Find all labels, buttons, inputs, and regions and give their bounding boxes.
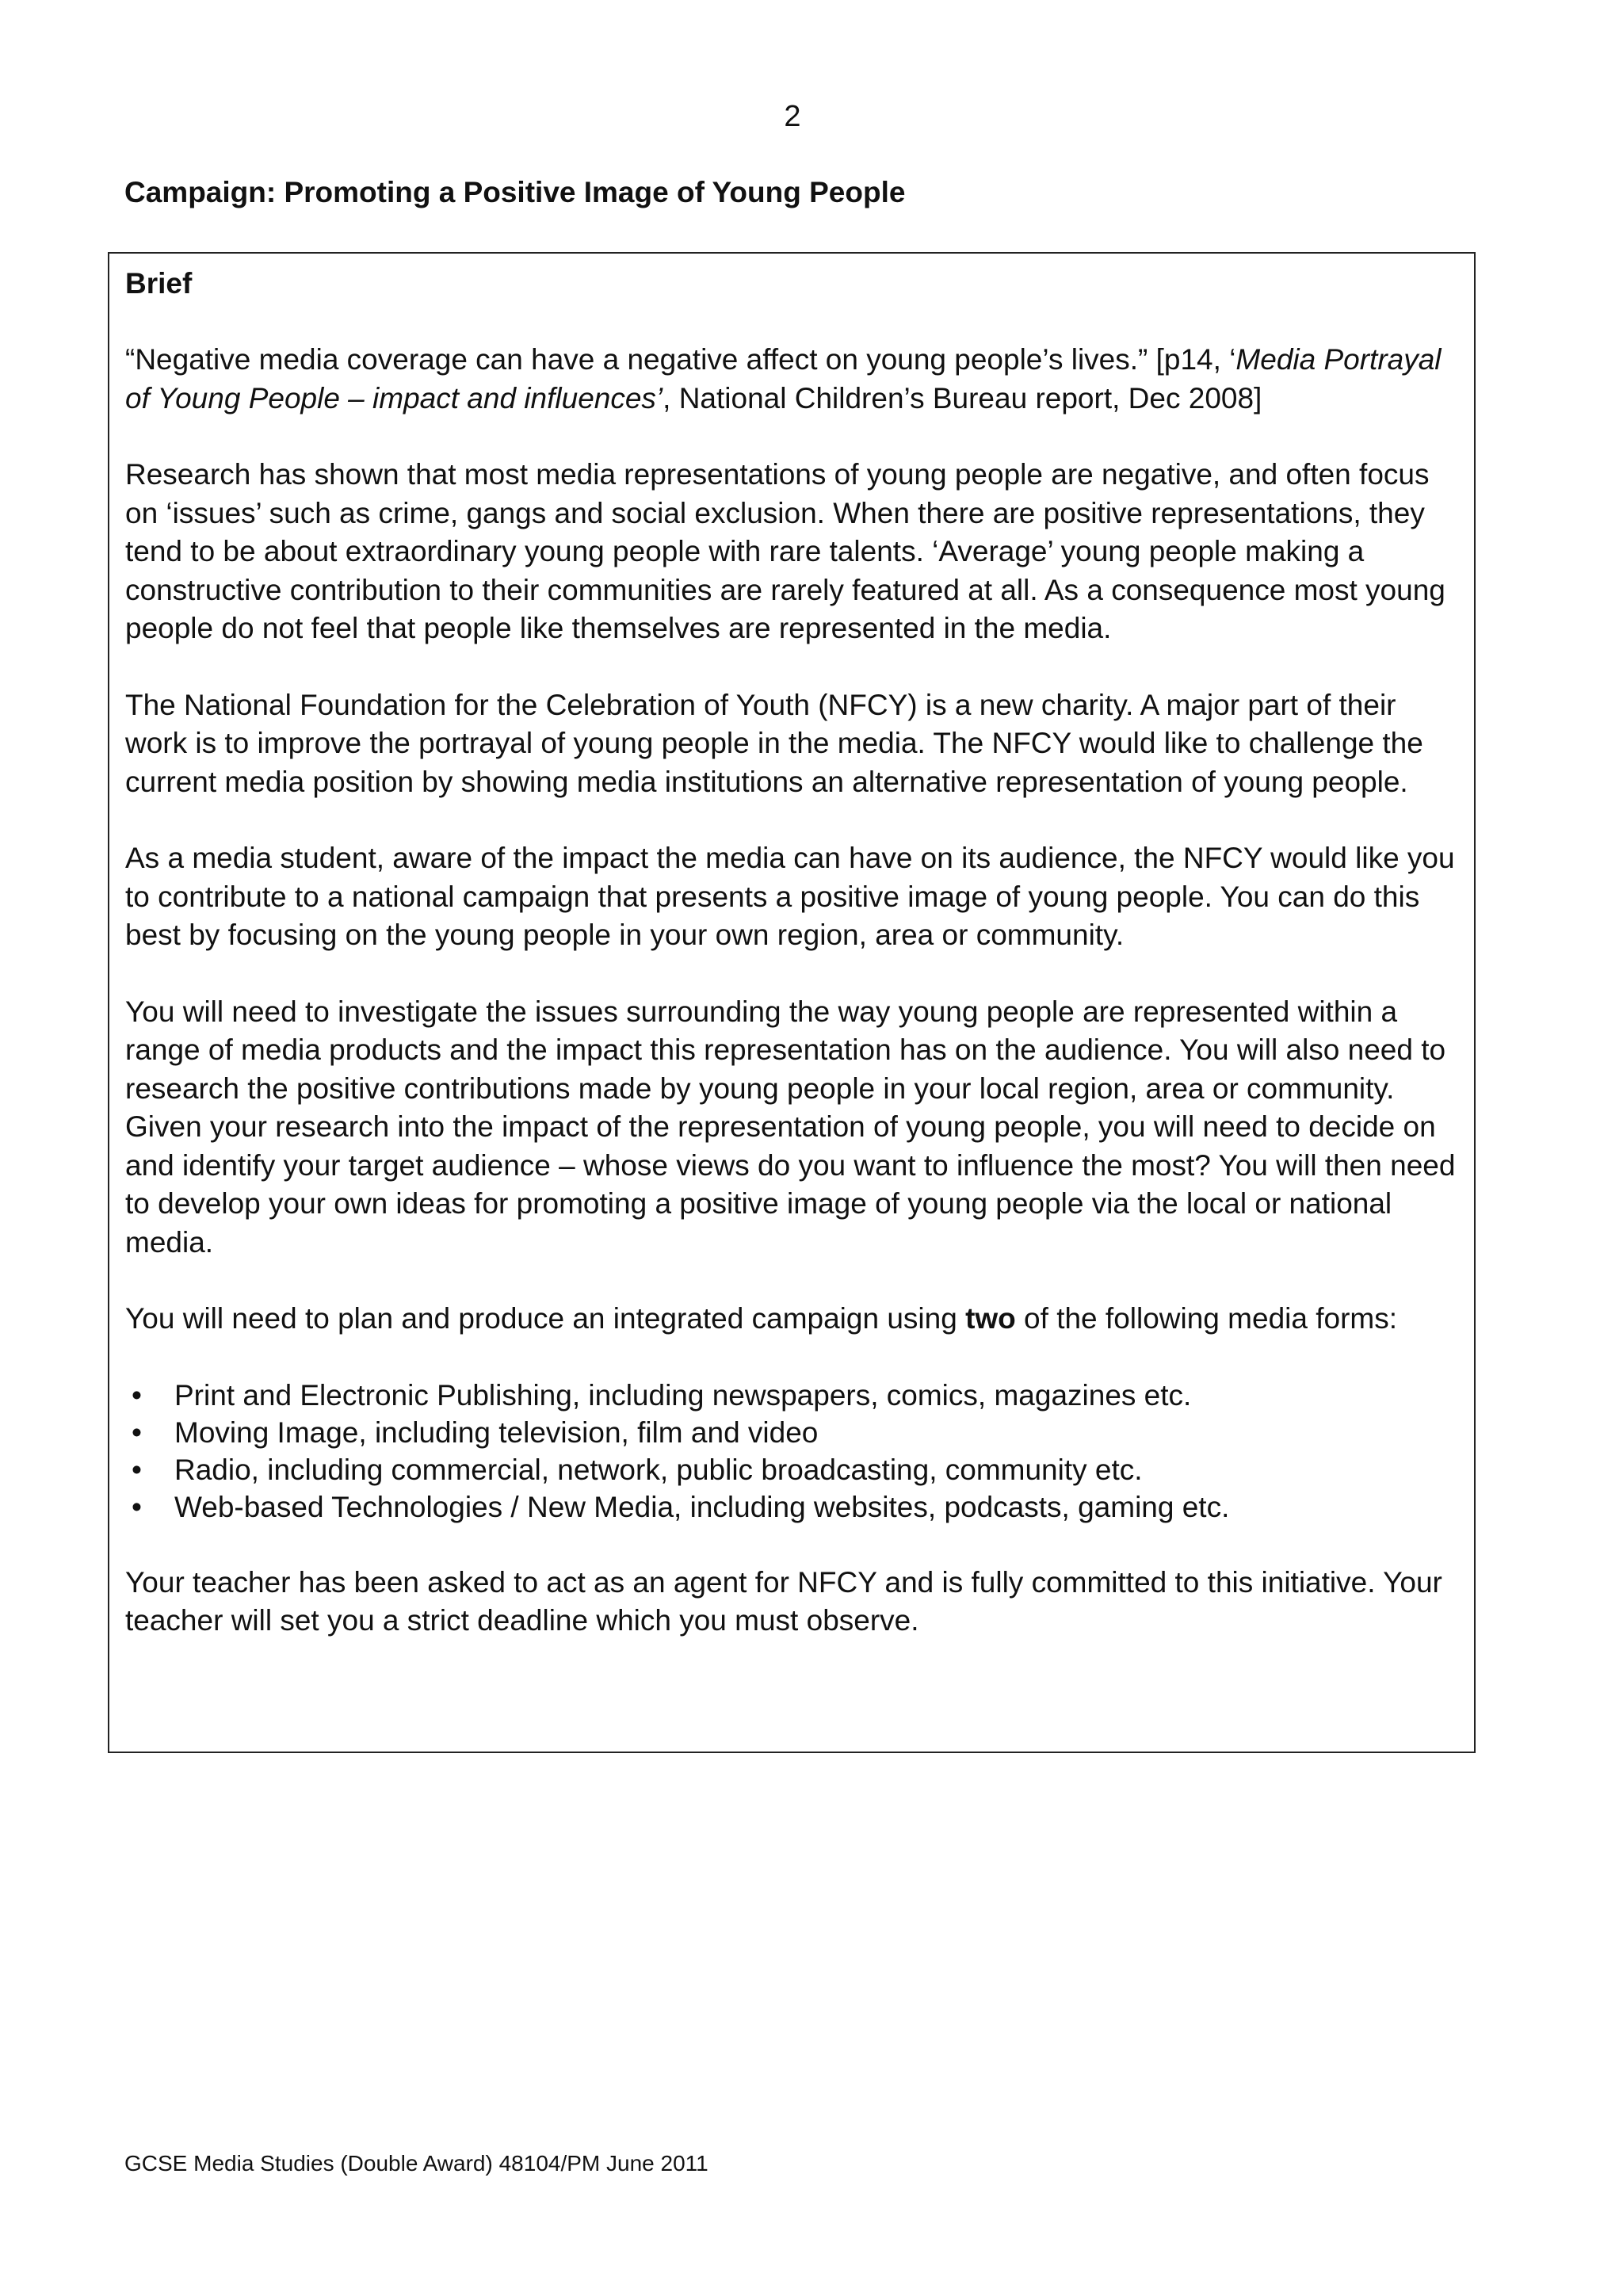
research-paragraph: Research has shown that most media representations of young people are negative, and often focus on ‘issues’ such as crime, gangs and social exclusion. When there are positive representations, they tend to be about extraordinary young people with rare talents. ‘Average’ young people making a constructive contribution to their communities are rarely featured at all. As a consequence most young people do not feel that people like themselves are represented in the media. xyxy=(125,458,1445,644)
student-paragraph: As a media student, aware of the impact the media can have on its audience, the NFCY would like you to contribute to a national campaign that presents a positive image of young people. You can do this best by focusing on the young people in your own region, area or community. xyxy=(125,842,1455,951)
bullet-icon: • xyxy=(132,1490,142,1523)
list-item xyxy=(125,1377,1457,1414)
quote-source-details: , National Children’s Bureau report, Dec 2008] xyxy=(663,381,1262,415)
quote-paragraph xyxy=(125,341,1457,418)
teacher-paragraph: Your teacher has been asked to act as an agent for NFCY and is fully committed to this initiative. Your teacher will set you a strict deadline which you must observe. xyxy=(125,1565,1442,1637)
quote-source-title: Media Portrayal of Young People – impact and influences’ xyxy=(125,343,1442,415)
plan-emphasis: two xyxy=(965,1302,1016,1335)
list-item-text: Web-based Technologies / New Media, including websites, podcasts, gaming etc. xyxy=(174,1490,1230,1523)
plan-text-start: You will need to plan and produce an integrated campaign using xyxy=(125,1302,966,1335)
list-item xyxy=(125,1414,1457,1451)
brief-heading: Brief xyxy=(125,267,193,300)
investigate-paragraph: You will need to investigate the issues surrounding the way young people are represented within a range of media products and the impact this representation has on the audience. You will also need to research the positive contributions made by young people in your local region, area or community. Given your research into the impact of the representation of young people, you will need to decide on and identify your target audience – whose views do you want to influence the most? You will then need to develop your own ideas for promoting a positive image of young people via the local or national media. xyxy=(125,995,1456,1259)
plan-paragraph xyxy=(125,1300,1457,1339)
footer-text: GCSE Media Studies (Double Award) 48104/PM June 2011 xyxy=(124,2151,708,2176)
list-item-text: Radio, including commercial, network, public broadcasting, community etc. xyxy=(174,1453,1143,1486)
page-number: 2 xyxy=(784,100,801,133)
list-item-text: Print and Electronic Publishing, including newspapers, comics, magazines etc. xyxy=(174,1378,1192,1412)
nfcy-paragraph: The National Foundation for the Celebration of Youth (NFCY) is a new charity. A major part of their work is to improve the portrayal of young people in the media. The NFCY would like to challenge the current media position by showing media institutions an alternative representation of young people. xyxy=(125,688,1423,798)
brief-box xyxy=(108,252,1476,1753)
bullet-icon: • xyxy=(132,1415,142,1449)
list-item-text: Moving Image, including television, film and video xyxy=(174,1415,819,1449)
bullet-icon: • xyxy=(132,1378,142,1412)
list-item xyxy=(125,1451,1457,1488)
campaign-title: Campaign: Promoting a Positive Image of Young People xyxy=(124,176,906,208)
media-forms-list xyxy=(125,1377,1457,1526)
list-item xyxy=(125,1488,1457,1526)
quote-text: “Negative media coverage can have a negative affect on young people’s lives.” [p14, ‘ xyxy=(125,343,1236,376)
plan-text-end: of the following media forms: xyxy=(1015,1302,1397,1335)
bullet-icon: • xyxy=(132,1453,142,1486)
